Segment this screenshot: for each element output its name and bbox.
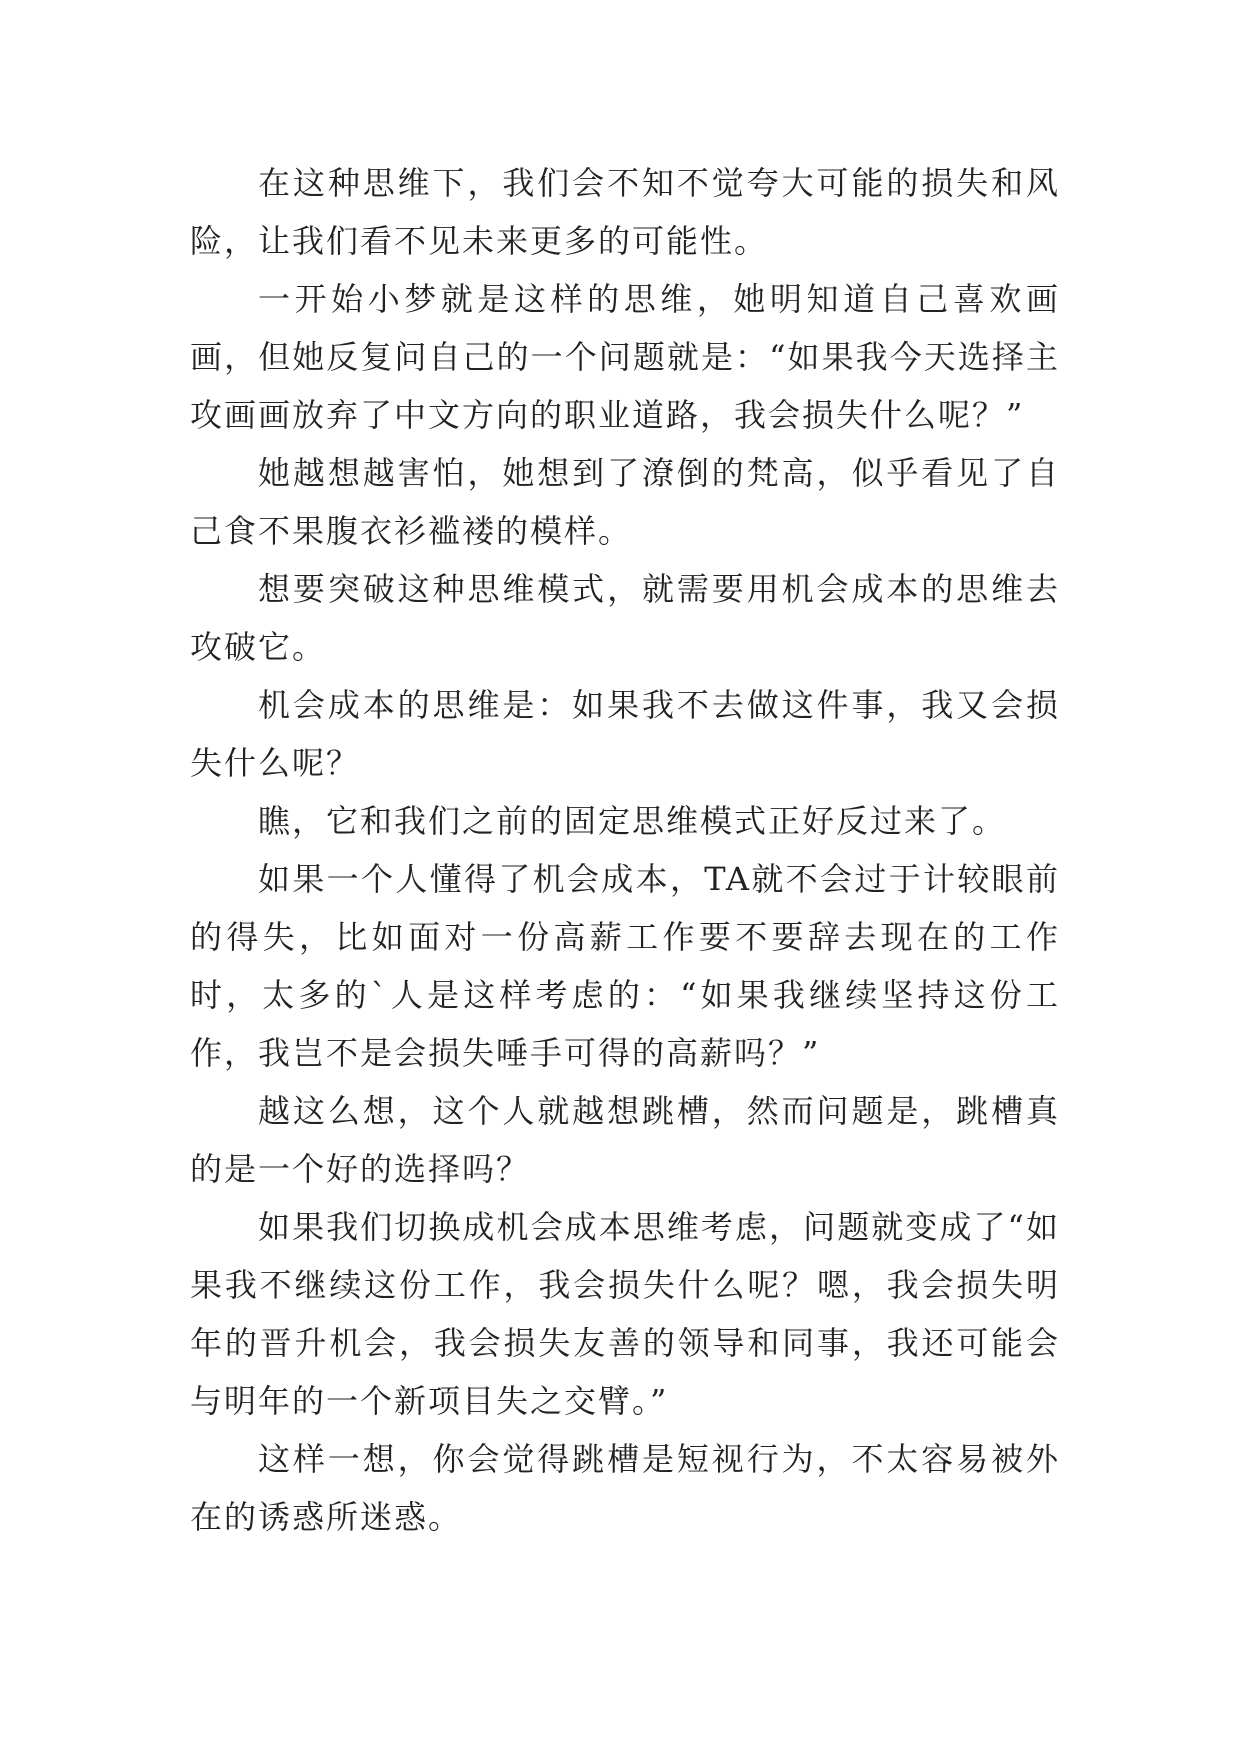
paragraph-9: 如果我们切换成机会成本思维考虑，问题就变成了“如果我不继续这份工作，我会损失什么呢？嗯，我会损失明年的晋升机会，我会损失友善的领导和同事，我还可能会与明年的一个新项目失之交臂。” [190, 1208, 1060, 1420]
paragraph-2: 一开始小梦就是这样的思维，她明知道自己喜欢画画，但她反复问自己的一个问题就是：“如果我今天选择主攻画画放弃了中文方向的职业道路，我会损失什么呢？” [190, 280, 1060, 434]
paragraph-3: 她越想越害怕，她想到了潦倒的梵高，似乎看见了自己食不果腹衣衫褴褛的模样。 [190, 454, 1060, 550]
document-body [190, 154, 1060, 1546]
paragraph-8: 越这么想，这个人就越想跳槽，然而问题是，跳槽真的是一个好的选择吗？ [190, 1092, 1060, 1188]
paragraph-4: 想要突破这种思维模式，就需要用机会成本的思维去攻破它。 [190, 570, 1060, 666]
paragraph-1: 在这种思维下，我们会不知不觉夸大可能的损失和风险，让我们看不见未来更多的可能性。 [190, 164, 1060, 260]
paragraph-5: 机会成本的思维是：如果我不去做这件事，我又会损失什么呢？ [190, 686, 1060, 782]
paragraph-10: 这样一想，你会觉得跳槽是短视行为，不太容易被外在的诱惑所迷惑。 [190, 1440, 1060, 1536]
paragraph-6: 瞧，它和我们之前的固定思维模式正好反过来了。 [258, 802, 1007, 840]
paragraph-7: 如果一个人懂得了机会成本，TA就不会过于计较眼前的得失，比如面对一份高薪工作要不要辞去现在的工作时，太多的`人是这样考虑的：“如果我继续坚持这份工作，我岂不是会损失唾手可得的高薪吗？” [190, 860, 1060, 1072]
